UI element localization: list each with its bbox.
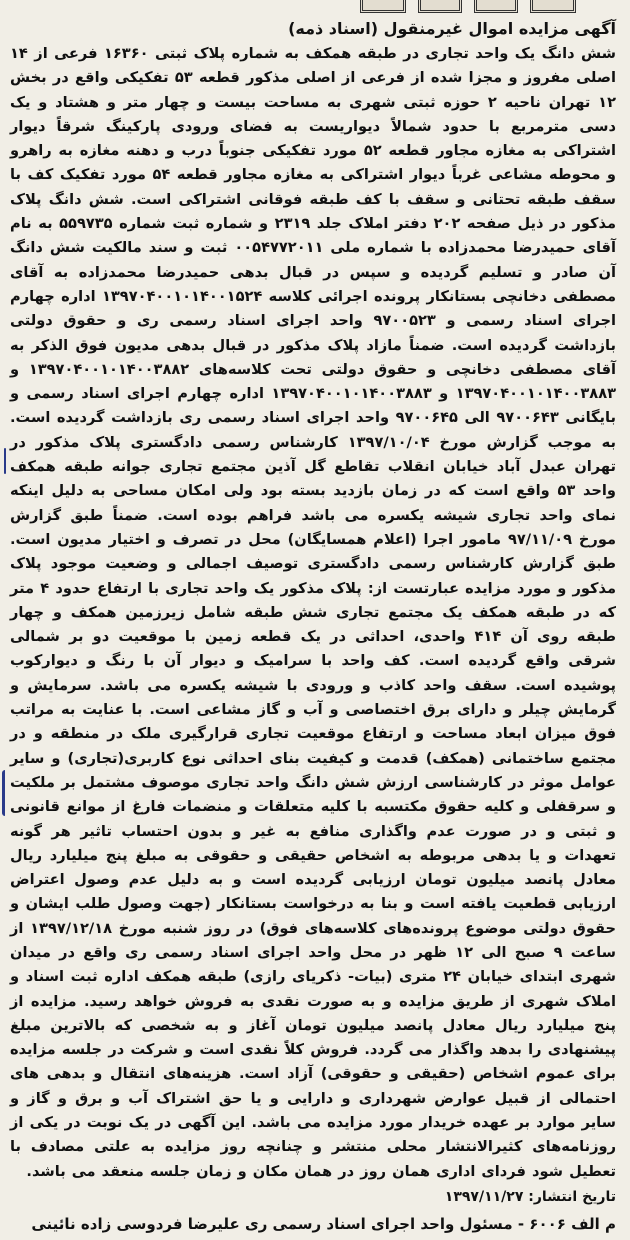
pen-margin-mark xyxy=(4,448,6,474)
publication-date: تاریخ انتشار: ۱۳۹۷/۱۱/۲۷ xyxy=(444,1188,616,1205)
notice-body: شش دانگ یک واحد تجاری در طبقه همکف به شماره پلاک ثبتی ۱۶۳۶۰ فرعی از ۱۴ اصلی مفروز و مجزا شده از فرعی از اصلی مذکور قطعه ۵۳ تفکیکی واقع در بخش ۱۲ تهران ناحیه ۲ حوزه ثبتی شهری به مساحت بیست و چهار متر و هشتاد و یک دسی مترمربع با حدود شمالاً دیواریست به فضای ورودی پارکینگ شرقاً دیوار اشتراکی به مغازه مجاور قطعه ۵۲ مورد تفکیکی جنوباً درب و دهنه مغازه به راهرو و محوطه مشاعی غرباً دیوار اشتراکی به مغازه مجاور قطعه ۵۴ مورد تفکیک کف با سقف طبقه تحتانی و سقف با کف طبقه فوقانی اشتراکی است. شش دانگ پلاک مذکور در ذیل صفحه ۲۰۲ دفتر املاک جلد ۲۳۱۹ و شماره ثبت شماره ۵۵۹۷۳۵ به نام آقای حمیدرضا محمدزاده با شماره ملی ۰۰۵۴۷۷۲۰۱۱ ثبت و سند مالکیت شش دانگ آن صادر و تسلیم گردیده و سپس در قبال بدهی حمیدرضا محمدزاده به آقای مصطفی دخانچی بستانکار پرونده اجرائی کلاسه ۱۳۹۷۰۴۰۰۱۰۱۴۰۰۱۵۲۴ اداره چهارم اجرای اسناد رسمی و ۹۷۰۰۵۲۳ واحد اجرای اسناد رسمی ری و حقوق دولتی بازداشت گردیده است. ضمناً مازاد پلاک مذکور در قبال بدهی مدیون فوق الذکر به آقای مصطفی دخانچی و حقوق دولتی تحت کلاسه‌های ۱۳۹۷۰۴۰۰۱۰۱۴۰۰۳۸۸۲ و ۱۳۹۷۰۴۰۰۱۰۱۴۰۰۳۸۸۳ و ۱۳۹۷۰۴۰۰۱۰۱۴۰۰۳۸۸۳ اداره چهارم اجرای اسناد رسمی و بایگانی ۹۷۰۰۶۴۳ الی ۹۷۰۰۶۴۵ واحد اجرای اسناد رسمی ری بازداشت گردیده است. به موجب گزارش مورخ ۱۳۹۷/۱۰/۰۴ کارشناس رسمی دادگستری پلاک مذکور در تهران عبدل آباد خیابان انقلاب تقاطع گل آذین مجتمع تجاری جوانه طبقه همکف واحد ۵۳ واقع است که در زمان بازدید بسته بود ولی امکان مساحی به دلیل اینکه نمای واحد تجاری شیشه یکسره می باشد فراهم بوده است. ضمناً طبق گزارش مورخ ۹۷/۱۱/۰۹ مامور اجرا (اعلام همسایگان) محل در تصرف و اختیار مدیون است. طبق گزارش کارشناس رسمی دادگستری توصیف اجمالی و وضعیت موجود پلاک مذکور و مورد مزایده عبارتست از: پلاک مذکور یک واحد تجاری با ارتفاع حدود ۴ متر که در طبقه همکف یک مجتمع تجاری شش طبقه شامل زیرزمین همکف و چهار طبقه روی آن ۴۱۴ واحدی، احداثی در یک قطعه زمین با موقعیت دو بر شمالی شرقی واقع گردیده است. کف واحد با سرامیک و دیوار آن با رنگ و دیوارکوب پوشیده است. سقف واحد کاذب و ورودی با شیشه یکسره می باشد. سرمایش و گرمایش چیلر و دارای برق اختصاصی و آب و گاز مشاعی است. با عنایت به مراتب فوق میزان ابعاد مساحت و ارتفاع موقعیت تجاری قرارگیری ملک در منطقه و در مجتمع ساختمانی (همکف) قدمت و کیفیت بنای احداثی نوع کاربری(تجاری) و سایر عوامل موثر در کارشناسی ارزش شش دانگ واحد تجاری موصوف مشتمل بر ملکیت و سرقفلی و کلیه حقوق مکتسبه با کلیه متعلقات و منضمات فارغ از موانع قانونی و ثبتی و در صورت عدم واگذاری منافع به غیر و بدون احتساب تاثیر هر گونه تعهدات و یا بدهی مربوطه به اشخاص حقیقی و حقوقی به مبلغ پنج میلیارد ریال معادل پانصد میلیون تومان ارزیابی گردیده است و به دلیل عدم وصول اعتراض ارزیابی قطعیت یافته است و بنا به درخواست بستانکار (جهت وصول طلب ایشان و حقوق دولتی موضوع پرونده‌های کلاسه‌های فوق) در روز شنبه مورخ ۱۳۹۷/۱۲/۱۸ از ساعت ۹ صبح الی ۱۲ ظهر در محل واحد اجرای اسناد رسمی ری واقع در میدان شهری ابتدای خیابان ۲۴ متری (بیات- ذکریای رازی) طبقه همکف اداره ثبت اسناد و املاک شهری از طریق مزایده و به صورت نقدی به فروش خواهد رسید. مزایده از پنج میلیارد ریال معادل پانصد میلیون تومان آغاز و به شخصی که بالاترین مبلغ پیشنهادی را بدهد واگذار می گردد. فروش کلاً نقدی است و شرکت در جلسه مزایده برای عموم اشخاص (حقیقی و حقوقی) آزاد است. هزینه‌های انتقال و بدهی های احتمالی از قبیل عوارض شهرداری و دارایی و یا حق اشتراک آب و برق و گاز و سایر موارد بر عهده خریدار مورد مزایده می باشد. این آگهی در یک نوبت در یکی از روزنامه‌های کثیرالانتشار محلی منتشر و چنانچه روز مزایده به علتی مصادف با تعطیل شود فردای اداری همان روز در همان مکان و زمان جلسه منعقد می باشد. xyxy=(10,45,617,1180)
notice-signature: م الف ۶۰۰۶ - مسئول واحد اجرای اسناد رسمی ری علیرضا فردوسی زاده نائینی xyxy=(31,1214,616,1233)
auction-notice xyxy=(10,18,616,1236)
notice-title: آگهی مزایده اموال غیرمنقول (اسناد ذمه) xyxy=(288,19,616,38)
pen-margin-mark-lower xyxy=(2,770,5,816)
top-border-rule xyxy=(0,0,630,14)
